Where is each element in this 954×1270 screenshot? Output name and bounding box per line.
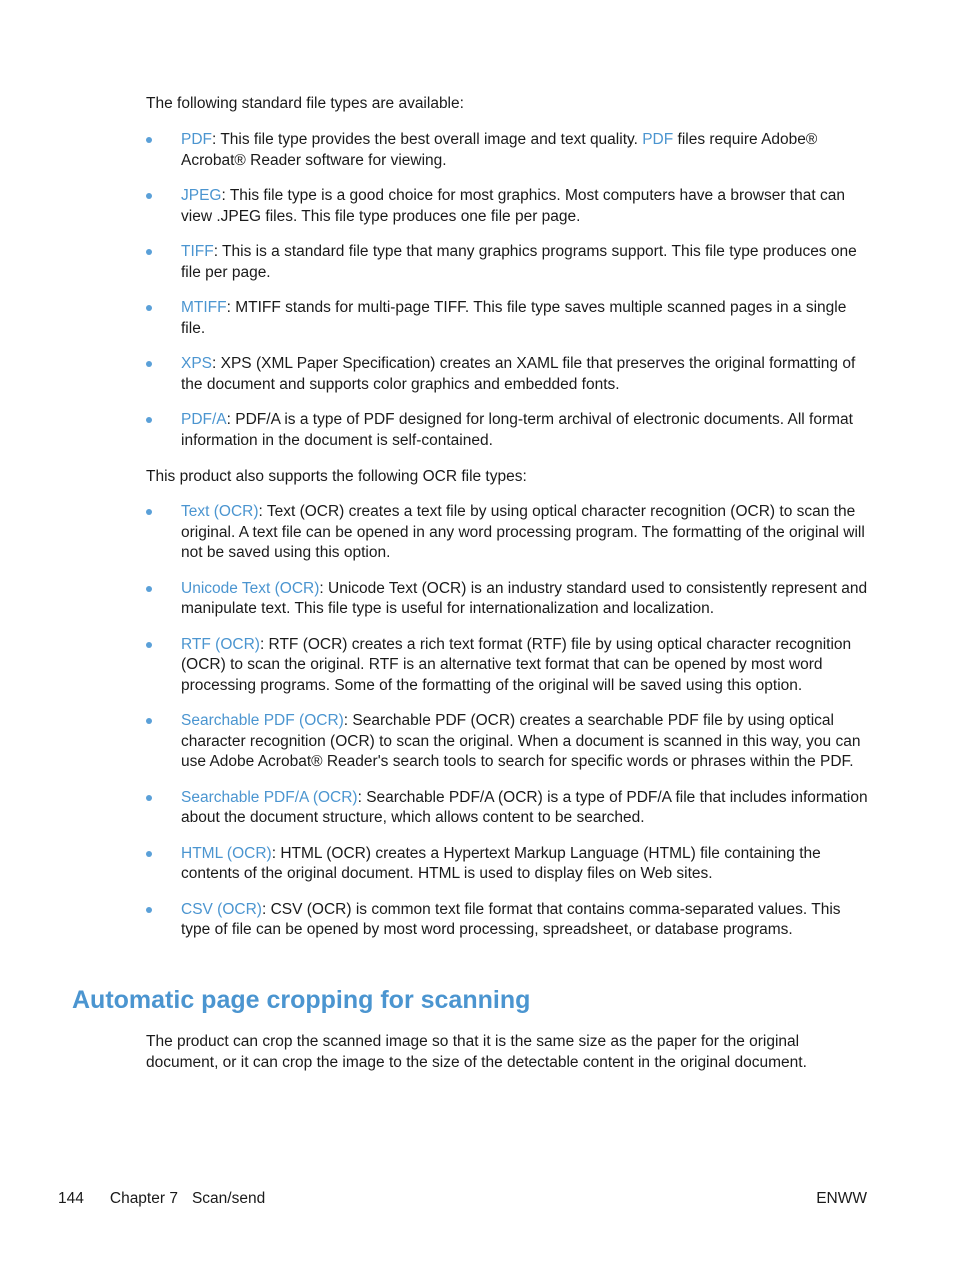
- list-item: [146, 186, 868, 227]
- list-item: [146, 900, 868, 941]
- chapter-label: Chapter 7: [109, 1190, 178, 1207]
- description: : HTML (OCR) creates a Hypertext Markup Language (HTML) file containing the contents of the original document. HTML is used to display files on Web sites.: [181, 844, 821, 882]
- bullet-icon: [146, 417, 152, 423]
- section-body: The product can crop the scanned image so that it is the same size as the paper for the original document, or it can crop the image to the size of the detectable content in the original document.: [146, 1033, 807, 1071]
- ocr-type-link[interactable]: RTF (OCR): [181, 635, 260, 653]
- section-label: Scan/send: [191, 1190, 266, 1207]
- ocr-type-link[interactable]: Searchable PDF/A (OCR): [181, 788, 358, 806]
- footer-right: ENWW: [816, 1190, 867, 1207]
- list-item: [146, 635, 868, 697]
- file-type-link[interactable]: XPS: [181, 355, 213, 372]
- list-item: [146, 410, 868, 451]
- list-item: [146, 130, 868, 171]
- bullet-icon: [146, 642, 152, 648]
- list-item: [146, 502, 868, 564]
- file-type-link[interactable]: PDF/A: [181, 411, 227, 428]
- description: : CSV (OCR) is common text file format that contains comma-separated values. This type of file can be opened by most word processing, spreadsheet, or database programs.: [181, 900, 841, 938]
- bullet-icon: [146, 718, 152, 724]
- file-types-list: [146, 130, 868, 466]
- description: : MTIFF stands for multi-page TIFF. This file type saves multiple scanned pages in a single file.: [181, 299, 847, 337]
- bullet-icon: [146, 305, 152, 311]
- ocr-intro-text: This product also supports the following OCR file types:: [146, 468, 527, 485]
- file-type-link[interactable]: JPEG: [181, 187, 222, 204]
- bullet-icon: [146, 249, 152, 255]
- list-item: [146, 788, 868, 829]
- page-number: 144: [58, 1190, 84, 1207]
- list-item: [146, 579, 868, 620]
- list-item: [146, 242, 868, 283]
- bullet-icon: [146, 851, 152, 857]
- ocr-types-list: [146, 502, 868, 956]
- bullet-icon: [146, 907, 152, 913]
- ocr-type-link[interactable]: Unicode Text (OCR): [181, 579, 320, 597]
- ocr-type-link[interactable]: Searchable PDF (OCR): [181, 712, 344, 729]
- ocr-type-link[interactable]: HTML (OCR): [181, 844, 272, 862]
- description: : Text (OCR) creates a text file by using optical character recognition (OCR) to scan the original. A text file can be opened in any word processing program. The formatting of the original will not be saved using this option.: [181, 503, 865, 561]
- description: : Searchable PDF (OCR) creates a searchable PDF file by using optical character recognition (OCR) to scan the original. When a document is scanned in this way, you can use Adobe Acrobat® Reader's search tools to search for specific words or phrases within the PDF.: [181, 712, 861, 770]
- bullet-icon: [146, 361, 152, 367]
- bullet-icon: [146, 795, 152, 801]
- file-type-link[interactable]: TIFF: [181, 243, 214, 260]
- description: : RTF (OCR) creates a rich text format (RTF) file by using optical character recognition (OCR) to scan the original. RTF is an alternative text format that can be opened by most word processing programs. Some of the formatting of the original will be saved using this option.: [181, 635, 852, 694]
- description: : XPS (XML Paper Specification) creates an XAML file that preserves the original formatting of the document and supports color graphics and embedded fonts.: [181, 355, 856, 393]
- description: : Searchable PDF/A (OCR) is a type of PDF/A file that includes information about the document structure, which allows content to be searched.: [181, 788, 868, 826]
- file-type-link[interactable]: MTIFF: [181, 299, 227, 316]
- bullet-icon: [146, 509, 152, 515]
- file-type-link[interactable]: PDF: [642, 131, 674, 148]
- description: : This file type provides the best overall image and text quality.: [212, 131, 643, 148]
- ocr-type-link[interactable]: Text (OCR): [181, 503, 259, 520]
- description: : This is a standard file type that many graphics programs support. This file type produces one file per page.: [181, 243, 857, 281]
- description: : Unicode Text (OCR) is an industry standard used to consistently represent and manipulate text. This file type is useful for internationalization and localization.: [181, 579, 868, 617]
- description: : This file type is a good choice for most graphics. Most computers have a browser that can view .JPEG files. This file type produces one file per page.: [181, 187, 845, 225]
- bullet-icon: [146, 193, 152, 199]
- list-item: [146, 298, 868, 339]
- description: files require Adobe® Acrobat® Reader software for viewing.: [181, 131, 818, 169]
- list-item: [146, 354, 868, 395]
- list-item: [146, 711, 868, 773]
- footer-left: [58, 1189, 265, 1209]
- bullet-icon: [146, 586, 152, 592]
- section-heading: Automatic page cropping for scanning: [72, 986, 531, 1014]
- description: : PDF/A is a type of PDF designed for long-term archival of electronic documents. All format information in the document is self-contained.: [181, 411, 853, 449]
- ocr-type-link[interactable]: CSV (OCR): [181, 900, 262, 918]
- intro-text: The following standard file types are available:: [146, 95, 464, 112]
- file-type-link[interactable]: PDF: [181, 131, 212, 148]
- bullet-icon: [146, 137, 152, 143]
- list-item: [146, 844, 868, 885]
